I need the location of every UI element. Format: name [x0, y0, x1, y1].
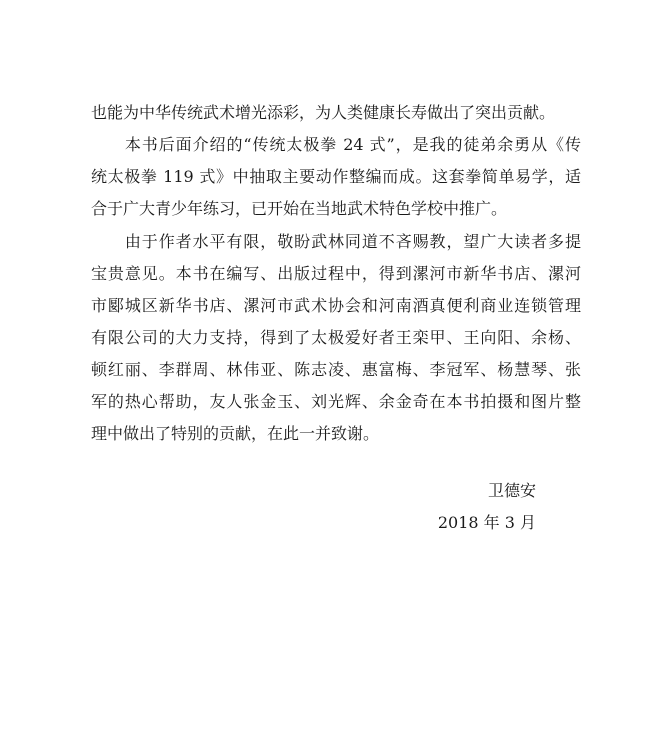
text-line-4: 合于广大青少年练习，已开始在当地武术特色学校中推广。	[91, 199, 508, 218]
text-line-6: 宝贵意见。本书在编写、出版过程中，得到漯河市新华书店、漯河	[91, 264, 581, 283]
text-line-3: 统太极拳 119 式》中抽取主要动作整编而成。这套拳简单易学，适	[91, 167, 581, 186]
date-line: 2018 年 3 月	[437, 513, 536, 532]
author-signature: 卫德安	[487, 481, 536, 500]
text-line-10: 军的热心帮助，友人张金玉、刘光辉、余金奇在本书拍摄和图片整	[91, 392, 581, 411]
text-line-9: 顿红丽、李群周、林伟亚、陈志凌、惠富梅、李冠军、杨慧琴、张	[91, 360, 581, 379]
text-line-2: 本书后面介绍的“传统太极拳 24 式”，是我的徒弟余勇从《传	[91, 135, 581, 154]
text-line-11: 理中做出了特别的贡献，在此一并致谢。	[91, 424, 380, 443]
text-line-7: 市郾城区新华书店、漯河市武术协会和河南酒真便利商业连锁管理	[91, 296, 581, 315]
text-line-5: 由于作者水平有限，敬盼武林同道不吝赐教，望广大读者多提	[91, 232, 581, 251]
text-line-1: 也能为中华传统武术增光添彩，为人类健康长寿做出了突出贡献。	[91, 103, 556, 122]
text-line-8: 有限公司的大力支持，得到了太极爱好者王栾甲、王向阳、余杨、	[91, 328, 581, 347]
